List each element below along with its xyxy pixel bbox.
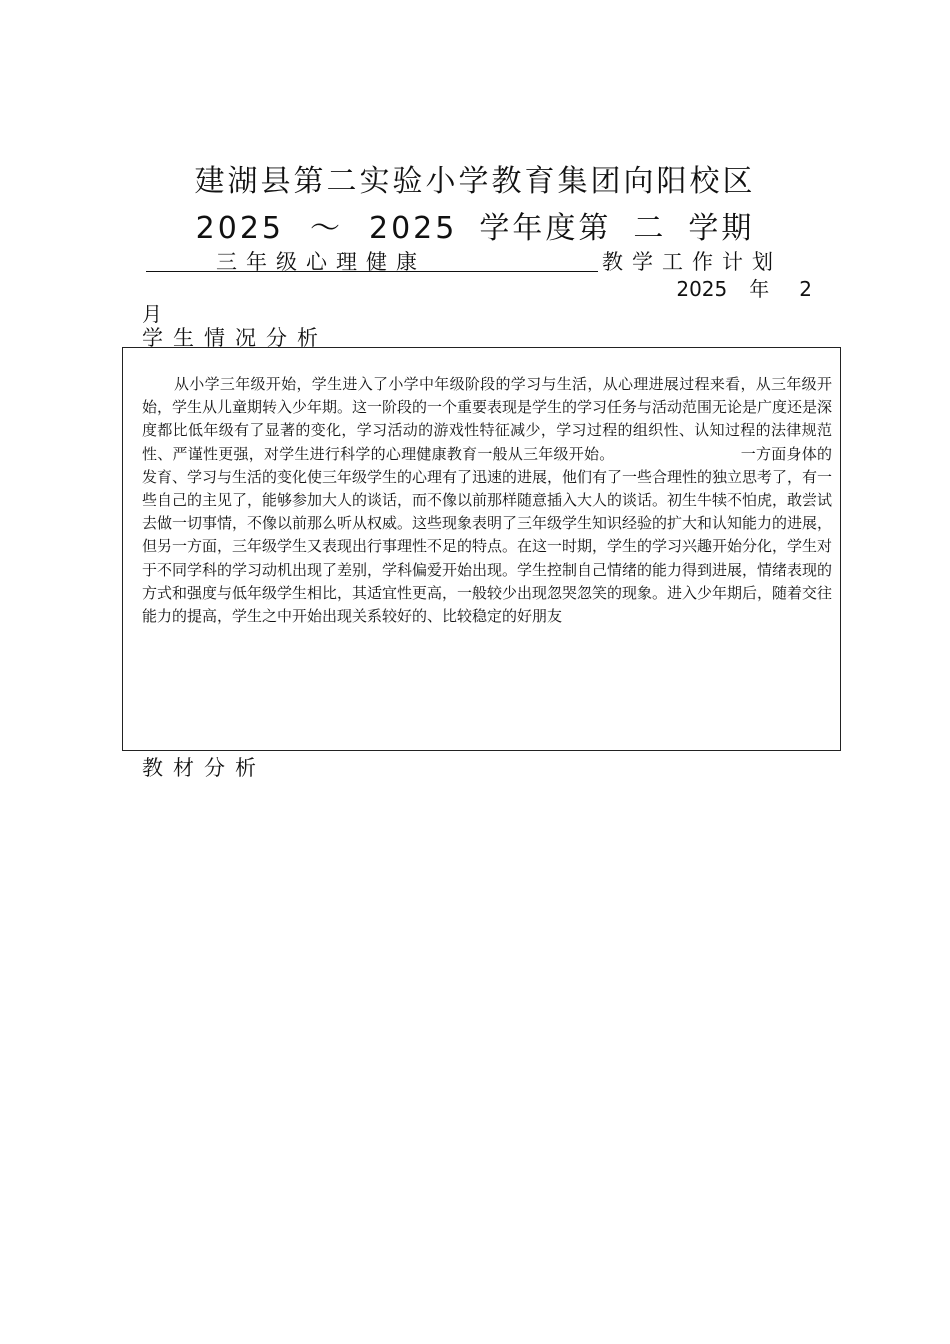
- subject-fill-line: [146, 247, 598, 272]
- students-text-part-2: 一方面身体的发育、学习与生活的变化使三年级学生的心理有了迅速的进展，他们有了一些合理性的独立思考了，有一些自己的主见了，能够参加大人的谈话，而不像以前那样随意插入大人的谈话。初生牛犊不怕虎，敢尝试去做一切事情，不像以前那么听从权威。这些现象表明了三年级学生知识经验的扩大和认知能力的进展，但另一方面，三年级学生又表现出行事理性不足的特点。在这一时期，学生的学习兴趣开始分化，学生对于不同学科的学习动机出现了差别，学科偏爱开始出现。学生控制自己情绪的能力得到进展，情绪表现的方式和强度与低年级学生相比，其适宜性更高，一般较少出现忽哭忽笑的现象。进入少年期后，随着交往能力的提高，学生之中开始出现关系较好的、比较稳定的好朋友: [142, 444, 833, 626]
- year-start: 2025: [195, 211, 284, 246]
- students-analysis-heading: 学生情况分析: [142, 326, 328, 350]
- year-end: 2025: [369, 211, 458, 246]
- date-line: [676, 273, 812, 302]
- date-month: 2: [799, 277, 812, 301]
- materials-analysis-heading: 教材分析: [142, 756, 266, 780]
- school-title: 建湖县第二实验小学教育集团向阳校区: [194, 164, 756, 199]
- year-separator: ～: [310, 211, 343, 246]
- term-label-a: 学年度第: [479, 211, 612, 246]
- students-analysis-text: [142, 373, 832, 628]
- plan-suffix: 教学工作计划: [602, 250, 782, 274]
- students-analysis-box: [122, 347, 841, 751]
- term-number: 二: [633, 211, 667, 246]
- date-month-unit: 月: [142, 302, 162, 326]
- date-year-unit: 年: [749, 277, 770, 301]
- term-title: [0, 203, 950, 247]
- subject-name: 三年级心理健康: [216, 250, 426, 274]
- students-text-part-1: 从小学三年级开始，学生进入了小学中年级阶段的学习与生活，从心理进展过程来看，从三年级开始，学生从儿童期转入少年期。这一阶段的一个重要表现是学生的学习任务与活动范围无论是广度还是深度都比低年级有了显著的变化，学习活动的游戏性特征减少，学习过程的组织性、认知过程的法律规范性、严谨性更强，对学生进行科学的心理健康教育一般从三年级开始。: [142, 375, 833, 463]
- date-year: 2025: [676, 277, 728, 301]
- term-label-b: 学期: [688, 211, 755, 246]
